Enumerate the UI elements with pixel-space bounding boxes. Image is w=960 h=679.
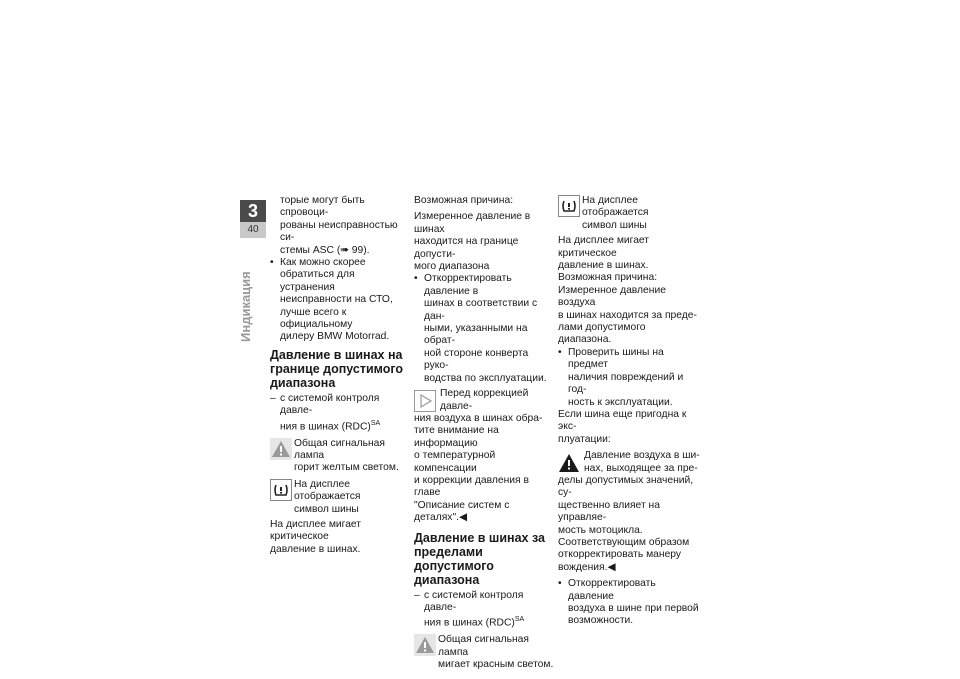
text-line: ными, указанными на обрат- (424, 323, 528, 347)
text-line: На дисплее отображается (582, 195, 649, 219)
warning-note-block (558, 450, 700, 574)
text-line: мого диапазона (414, 261, 490, 273)
sa-mark: SA (370, 419, 381, 427)
text-line: возможности. (568, 615, 634, 627)
text-line: воздуха в шине при первой (568, 603, 699, 614)
warning-row (270, 438, 410, 475)
chapter-title-vertical (238, 252, 260, 342)
heading-line: пределами допустимого (414, 544, 494, 573)
text-line: с системой контроля давле- (280, 392, 380, 417)
tire-row (558, 195, 700, 232)
text-line: нах, выходящее за пре- (584, 462, 698, 474)
text-line (280, 418, 410, 434)
text-line: плуатации: (558, 433, 611, 445)
text-line: лучше всего к официальному (280, 306, 353, 331)
text-line: ной стороне конверта руко- (424, 347, 529, 372)
bullet-mark: • (558, 346, 562, 358)
chapter-title: Индикация (238, 271, 253, 342)
text-line: "Описание систем с деталях".◀ (414, 499, 510, 524)
warning-triangle-icon (414, 634, 436, 656)
text-line: Общая сигнальная лампа (294, 437, 385, 461)
text-line: На дисплее мигает критическое (270, 518, 362, 543)
text-line: неисправности на СТО, (280, 294, 393, 306)
tire-row (270, 479, 410, 516)
tire-pressure-icon (558, 195, 580, 217)
text-line: щественно влияет на управляе- (558, 499, 660, 524)
text-line: торые могут быть спровоци- (280, 195, 365, 219)
text-span: ния в шинах (RDC) (280, 421, 371, 433)
text-line: ния воздуха в шинах обра- (414, 412, 543, 424)
bullet-item (270, 257, 410, 344)
text-line: Измеренное давление в шинах (414, 211, 531, 235)
chapter-number: 3 (240, 200, 266, 222)
text-line: Откорректировать давление (568, 578, 656, 602)
text-line: наличия повреждений и год- (568, 371, 684, 396)
dash-item (414, 590, 554, 631)
text-line: Возможная причина: (414, 195, 514, 206)
text-line: о температурной компенсации (414, 450, 496, 474)
column-2 (414, 195, 554, 674)
bullet-item (558, 578, 700, 628)
bullet-mark: • (270, 257, 274, 269)
text-line: мигает красным светом. (438, 659, 554, 671)
text-line: Измеренное давление воздуха (558, 284, 666, 309)
text-line: Давление воздуха в ши- (584, 450, 700, 462)
heading-line: Давление в шинах за (414, 530, 545, 545)
warning-triangle-icon (270, 438, 292, 460)
text-line: символ шины (294, 503, 359, 515)
section-heading (414, 531, 554, 587)
warning-triangle-icon (558, 452, 580, 474)
text-line: На дисплее отображается (294, 478, 361, 503)
text-line: и коррекции давления в главе (414, 474, 529, 499)
text-line: дилеру BMW Motorrad. (280, 331, 390, 343)
text-line: ность к эксплуатации. (568, 396, 673, 408)
text-line: На дисплее мигает критическое (558, 235, 650, 259)
text-line: лами допустимого диапазона. (558, 322, 646, 346)
text-line: горит желтым светом. (294, 462, 399, 474)
text-line: рованы неисправностью си- (280, 219, 398, 244)
bullet-item (558, 347, 700, 409)
text-line: откорректировать манеру (558, 549, 682, 561)
note-block (414, 388, 554, 524)
section-heading (270, 348, 410, 390)
heading-line: Давление в шинах на (270, 347, 403, 362)
text-line: Возможная причина: (558, 272, 658, 284)
chapter-tab (240, 200, 266, 238)
text-line: Перед коррекцией давле- (440, 388, 529, 412)
sa-mark: SA (514, 616, 525, 624)
text-line: Соответствующим образом (558, 536, 690, 548)
column-3 (558, 195, 700, 628)
heading-line: диапазона (414, 572, 480, 587)
page-number: 40 (240, 222, 266, 238)
text-line: делы допустимых значений, су- (558, 474, 694, 499)
warning-row (414, 634, 554, 671)
text-line: тите внимание на информацию (414, 425, 499, 449)
text-line: Проверить шины на предмет (568, 346, 664, 371)
dash-mark: – (270, 392, 276, 404)
text-span: ния в шинах (RDC) (424, 617, 515, 629)
text-line: шинах в соответствии с дан- (424, 298, 538, 322)
text-line: в шинах находится за преде- (558, 309, 697, 321)
dash-mark: – (414, 589, 420, 601)
text-line: Если шина еще пригодна к экс- (558, 408, 687, 433)
text-line: с системой контроля давле- (424, 589, 524, 613)
text-line: давление в шинах. (270, 543, 361, 555)
text-line: Общая сигнальная лампа (438, 634, 529, 658)
bullet-mark: • (558, 578, 562, 590)
text-line: Откорректировать давление в (424, 273, 512, 297)
column-1 (270, 195, 410, 556)
text-line: находится на границе допусти- (414, 236, 519, 260)
text-line: водства по эксплуатации. (424, 372, 547, 384)
tire-pressure-icon (270, 479, 292, 501)
bullet-mark: • (414, 273, 418, 285)
text-line: вождения.◀ (558, 561, 616, 573)
heading-line: границе допустимого (270, 361, 404, 376)
heading-line: диапазона (270, 375, 336, 390)
text-line: Как можно скорее (280, 257, 366, 269)
dash-item (270, 393, 410, 434)
text-line: стемы ASC (➠ 99). (280, 244, 370, 256)
bullet-item (414, 273, 554, 385)
text-line: мость мотоцикла. (558, 524, 643, 536)
text-line (424, 614, 554, 630)
note-play-icon (414, 390, 436, 412)
text-line: давление в шинах. (558, 260, 649, 272)
text-line: символ шины (582, 219, 647, 231)
text-line: обратиться для устранения (280, 269, 355, 293)
